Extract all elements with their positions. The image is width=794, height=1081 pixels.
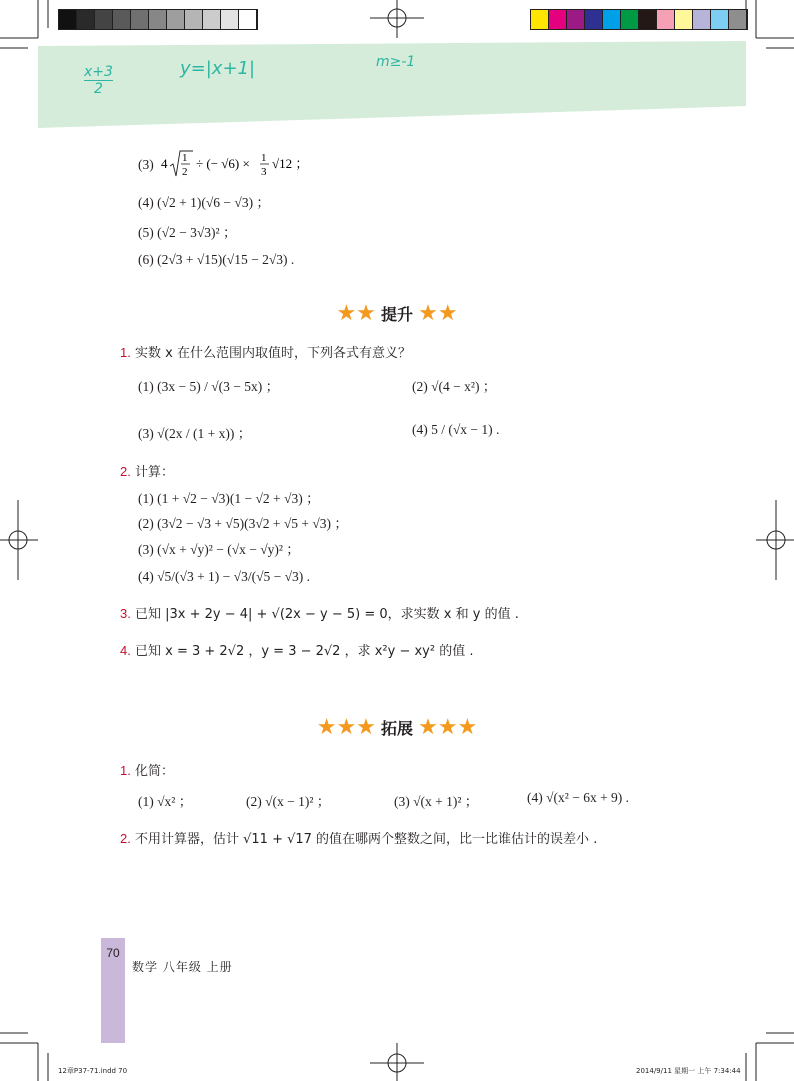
svg-text:÷ (− √6) ×: ÷ (− √6) × <box>196 156 250 171</box>
color-swatch <box>221 10 239 29</box>
color-swatch <box>203 10 221 29</box>
handwriting-fraction: x+3 2 <box>84 64 113 97</box>
color-swatch <box>185 10 203 29</box>
color-swatch <box>167 10 185 29</box>
color-swatch <box>621 10 639 29</box>
tisheng-q2-item-4: (4) √5/(√3 + 1) − √3/(√5 − √3) . <box>138 569 310 584</box>
svg-text:1: 1 <box>182 152 188 164</box>
tuozhan-q1-item-4: (4) √(x² − 6x + 9) . <box>527 790 630 805</box>
tisheng-q2: 2. 计算： <box>120 464 174 480</box>
star-icon: ★★ <box>336 301 376 326</box>
color-swatch <box>59 10 77 29</box>
tuozhan-q1-item-1: (1) √x² ； <box>138 794 193 809</box>
color-swatch <box>239 10 257 29</box>
tisheng-q4: 4. 已知 x = 3 + 2√2 ，y = 3 − 2√2 ，求 x²y − xy² 的值 . <box>120 643 474 659</box>
star-icon: ★★ <box>418 301 458 326</box>
color-swatch <box>95 10 113 29</box>
top-item-3: (3) 4 1 2 ÷ (− √6) × 1 3 √12 ； <box>138 149 341 183</box>
tisheng-q1-item-3: (3) √(2x / (1 + x)) ； <box>138 426 252 441</box>
section-heading-tisheng <box>0 302 794 325</box>
color-swatch <box>675 10 693 29</box>
tisheng-q3: 3. 已知 |3x + 2y − 4| + √(2x − y − 5) = 0，求实数 x 和 y 的值 . <box>120 606 519 622</box>
color-swatch <box>549 10 567 29</box>
color-swatch <box>729 10 747 29</box>
top-item-5: (5) (√2 − 3√3)² ； <box>138 225 237 240</box>
section-heading-tuozhan <box>0 716 794 739</box>
section-title: 拓展 <box>380 719 413 738</box>
svg-text:4: 4 <box>161 156 168 171</box>
color-swatch <box>113 10 131 29</box>
section-title: 提升 <box>380 305 413 324</box>
tisheng-q1: 1. 实数 x 在什么范围内取值时，下列各式有意义？ <box>120 345 411 361</box>
svg-text:3: 3 <box>261 166 267 178</box>
tisheng-q2-item-2: (2) (3√2 − √3 + √5)(3√2 + √5 + √3) ； <box>138 516 348 531</box>
color-swatch <box>131 10 149 29</box>
svg-text:2: 2 <box>182 166 188 178</box>
tisheng-q1-item-4: (4) 5 / (√x − 1) . <box>412 422 500 437</box>
tisheng-q1-item-1: (1) (3x − 5) / √(3 − 5x) ； <box>138 379 280 394</box>
tisheng-q2-item-1: (1) (1 + √2 − √3)(1 − √2 + √3) ； <box>138 491 320 506</box>
handwriting-inequality: m≥-1 <box>376 54 416 70</box>
tuozhan-q2: 2. 不用计算器，估计 √11 + √17 的值在哪两个整数之间，比一比谁估计的误差小 . <box>120 831 598 847</box>
tisheng-q1-item-2: (2) √(4 − x²) ； <box>412 379 497 394</box>
star-icon: ★★★ <box>418 715 478 740</box>
page-number: 70 <box>106 946 120 960</box>
color-swatch <box>693 10 711 29</box>
color-swatch <box>585 10 603 29</box>
book-title: 数学 八年级 上册 <box>132 960 233 974</box>
tisheng-q2-item-3: (3) (√x + √y)² − (√x − √y)² ； <box>138 542 300 557</box>
color-swatch <box>149 10 167 29</box>
color-swatch <box>77 10 95 29</box>
slug-timestamp: 2014/9/11 星期一 上午 7:34:44 <box>636 1067 741 1075</box>
radical-expr-3 <box>161 149 341 179</box>
tuozhan-q1: 1. 化简： <box>120 763 174 779</box>
handwriting-abs-function: y=|x+1| <box>180 58 256 79</box>
svg-text:1: 1 <box>261 152 267 164</box>
color-swatch <box>603 10 621 29</box>
color-swatch <box>531 10 549 29</box>
tuozhan-q1-item-3: (3) √(x + 1)² ； <box>394 794 479 809</box>
color-swatch <box>657 10 675 29</box>
color-swatch <box>567 10 585 29</box>
top-item-6: (6) (2√3 + √15)(√15 − 2√3) . <box>138 252 295 267</box>
star-icon: ★★★ <box>316 715 376 740</box>
svg-text:√12 ；: √12 ； <box>272 156 309 171</box>
top-item-4: (4) (√2 + 1)(√6 − √3) ； <box>138 195 270 210</box>
slug-file-name: 12章P37-71.indd 70 <box>58 1067 128 1075</box>
color-swatch <box>639 10 657 29</box>
color-bar <box>530 9 748 30</box>
grayscale-bar <box>58 9 258 30</box>
color-swatch <box>711 10 729 29</box>
tuozhan-q1-item-2: (2) √(x − 1)² ； <box>246 794 331 809</box>
header-band <box>0 36 794 131</box>
